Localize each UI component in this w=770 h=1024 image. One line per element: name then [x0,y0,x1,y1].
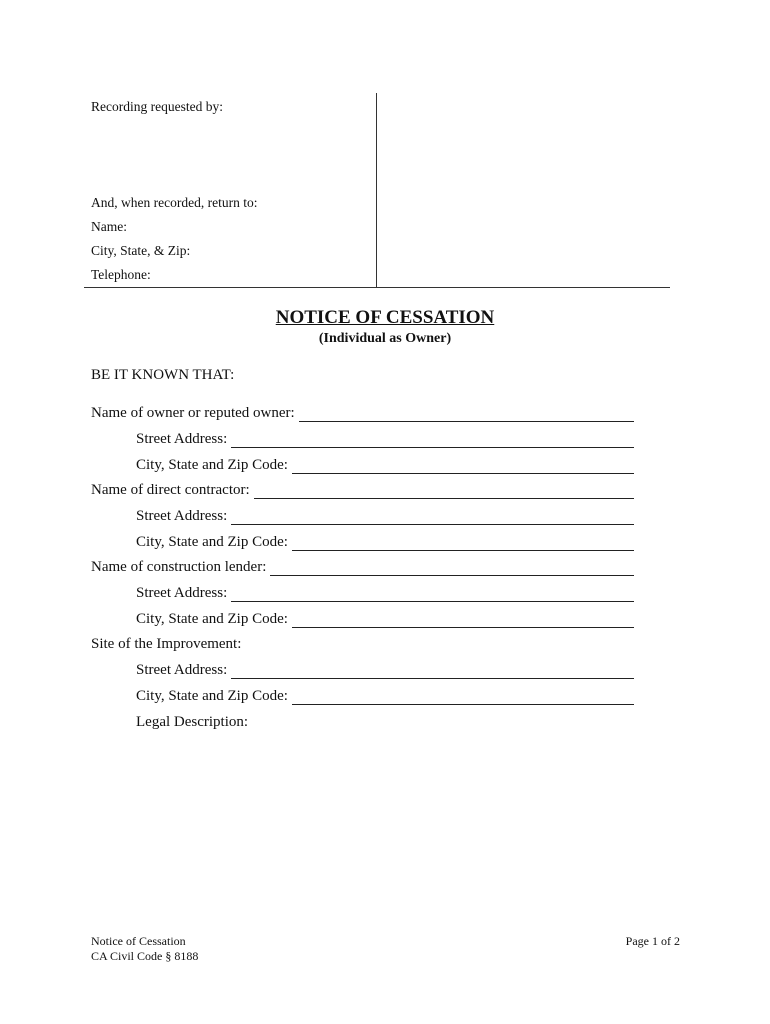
site-street-label: Street Address: [136,662,228,678]
document-subtitle: (Individual as Owner) [318,331,452,346]
recording-box-divider [376,93,377,287]
footer-doc-name: Notice of Cessation [91,934,186,948]
legal-description-label: Legal Description: [136,714,249,730]
owner-city-field [136,456,634,474]
owner-street-label: Street Address: [136,431,228,447]
owner-city-blank[interactable] [292,458,634,474]
site-street-field [136,661,634,679]
return-to-label: And, when recorded, return to: [91,195,258,210]
lender-street-label: Street Address: [136,585,228,601]
return-telephone-label: Telephone: [91,267,151,282]
contractor-name-label: Name of direct contractor: [91,482,250,498]
contractor-street-blank[interactable] [231,509,634,525]
footer-page-number: Page 1 of 2 [625,934,680,948]
lender-name-blank[interactable] [270,560,634,576]
site-heading: Site of the Improvement: [91,636,242,652]
recording-requested-by-label: Recording requested by: [91,99,223,114]
lender-street-field [136,584,634,602]
lender-city-blank[interactable] [292,612,634,628]
owner-street-field [136,430,634,448]
contractor-city-blank[interactable] [292,535,634,551]
footer-code-ref: CA Civil Code § 8188 [91,949,199,963]
owner-name-field [91,404,634,422]
return-name-label: Name: [91,219,127,234]
lender-city-label: City, State and Zip Code: [136,611,288,627]
footer-left [91,934,198,964]
be-it-known-heading: BE IT KNOWN THAT: [91,367,235,383]
owner-city-label: City, State and Zip Code: [136,457,288,473]
lender-name-field [91,558,634,576]
lender-street-blank[interactable] [231,586,634,602]
owner-name-blank[interactable] [299,406,634,422]
return-city-state-zip-label: City, State, & Zip: [91,243,191,258]
owner-name-label: Name of owner or reputed owner: [91,405,295,421]
contractor-city-label: City, State and Zip Code: [136,534,288,550]
lender-name-label: Name of construction lender: [91,559,267,575]
site-city-blank[interactable] [292,689,634,705]
contractor-name-blank[interactable] [254,483,634,499]
contractor-street-field [136,507,634,525]
owner-street-blank[interactable] [231,432,634,448]
site-city-label: City, State and Zip Code: [136,688,288,704]
site-city-field [136,687,634,705]
site-street-blank[interactable] [231,663,634,679]
lender-city-field [136,610,634,628]
contractor-street-label: Street Address: [136,508,228,524]
document-title: NOTICE OF CESSATION [275,307,495,328]
contractor-city-field [136,533,634,551]
recording-box [84,93,670,288]
contractor-name-field [91,481,634,499]
